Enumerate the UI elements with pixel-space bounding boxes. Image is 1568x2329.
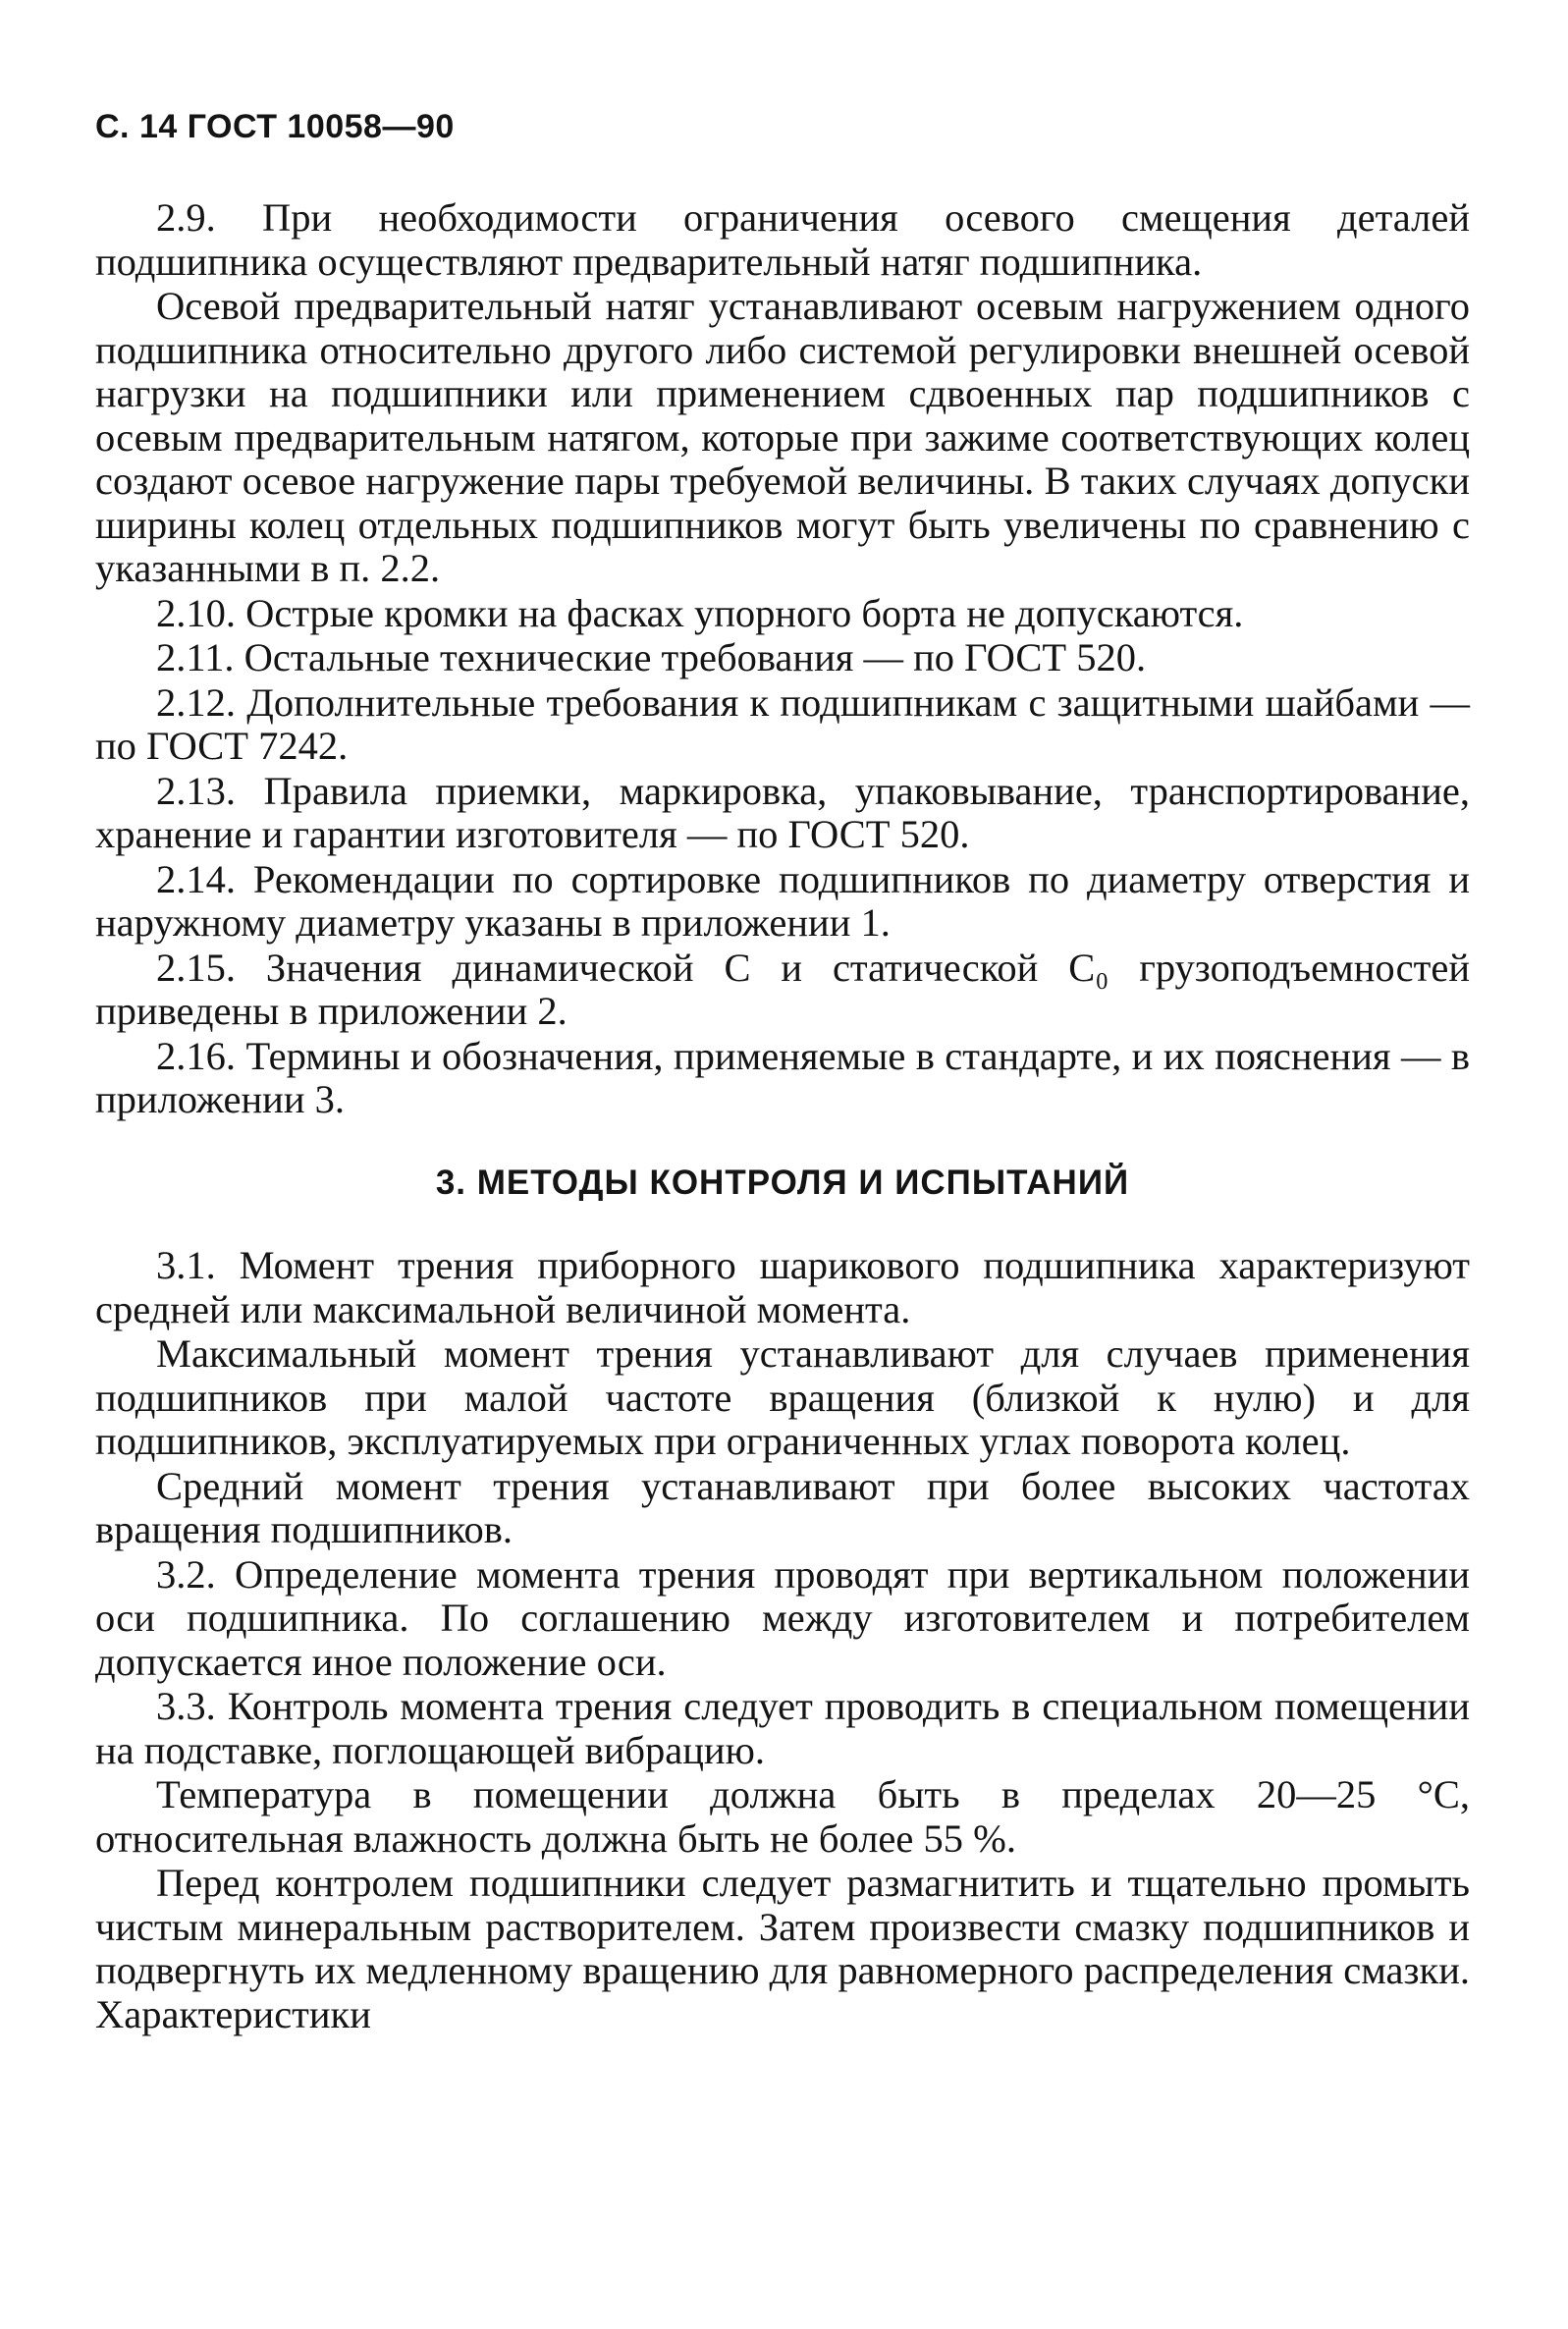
paragraph-max-friction: Максимальный момент трения устанавливают для случаев применения подшипников при малой частоте вращения (близкой к нулю) и для подшипников, эксплуатируемых при ограниченных углах поворота колец. [95, 1331, 1470, 1463]
paragraph-preparation: Перед контролем подшипники следует размагнитить и тщательно промыть чистым минеральным растворителем. Затем произвести смазку подшипников и подвергнуть их медленному вращению для равномерного распределения смазки. Характеристики [95, 1861, 1470, 2036]
paragraph-3-1: 3.1. Момент трения приборного шарикового подшипника характеризуют средней или максимальной величиной момента. [95, 1243, 1470, 1331]
section-title: 3. МЕТОДЫ КОНТРОЛЯ И ИСПЫТАНИЙ [435, 1163, 1130, 1202]
paragraph-2-12: 2.12. Дополнительные требования к подшипникам с защитными шайбами — по ГОСТ 7242. [95, 679, 1470, 768]
paragraph-2-15: 2.15. Значения динамической C и статической C₀ грузоподъемностей приведены в приложении 2. [95, 945, 1470, 1033]
paragraph-2-16: 2.16. Термины и обозначения, применяемые в стандарте, и их пояснения — в приложении 3. [95, 1033, 1470, 1121]
paragraph-3-2: 3.2. Определение момента трения проводят при вертикальном положении оси подшипника. По соглашению между изготовителем и потребителем допускается иное положение оси. [95, 1551, 1470, 1684]
paragraph-2-11: 2.11. Остальные технические требования — по ГОСТ 520. [156, 635, 1147, 679]
paragraph-temperature: Температура в помещении должна быть в пределах 20—25 °C, относительная влажность должна быть не более 55 %. [95, 1772, 1470, 1861]
paragraph-mean-friction: Средний момент трения устанавливают при более высоких частотах вращения подшипников. [95, 1463, 1470, 1551]
paragraph-3-3: 3.3. Контроль момента трения следует проводить в специальном помещении на подставке, поглощающей вибрацию. [95, 1684, 1470, 1772]
page-header: С. 14 ГОСТ 10058—90 [95, 108, 455, 145]
paragraph-axial-preload: Осевой предварительный натяг устанавливают осевым нагружением одного подшипника относительно другого либо системой регулировки внешней осевой нагрузки на подшипники или применением сдвоенных пар подшипников с осевым предварительным натягом, которые при зажиме соответствующих колец создают осевое нагружение пары требуемой величины. В таких случаях допуски ширины колец отдельных подшипников могут быть увеличены по сравнению с указанными в п. 2.2. [95, 284, 1470, 590]
paragraph-2-10: 2.10. Острые кромки на фасках упорного борта не допускаются. [156, 590, 1244, 635]
document-body [95, 196, 1470, 2037]
paragraph-2-13: 2.13. Правила приемки, маркировка, упаковывание, транспортирование, хранение и гарантии изготовителя — по ГОСТ 520. [95, 768, 1470, 856]
paragraph-2-9: 2.9. При необходимости ограничения осевого смещения деталей подшипника осуществляют предварительный натяг подшипника. [95, 195, 1470, 284]
paragraph-2-14: 2.14. Рекомендации по сортировке подшипников по диаметру отверстия и наружному диаметру указаны в приложении 1. [95, 856, 1470, 945]
